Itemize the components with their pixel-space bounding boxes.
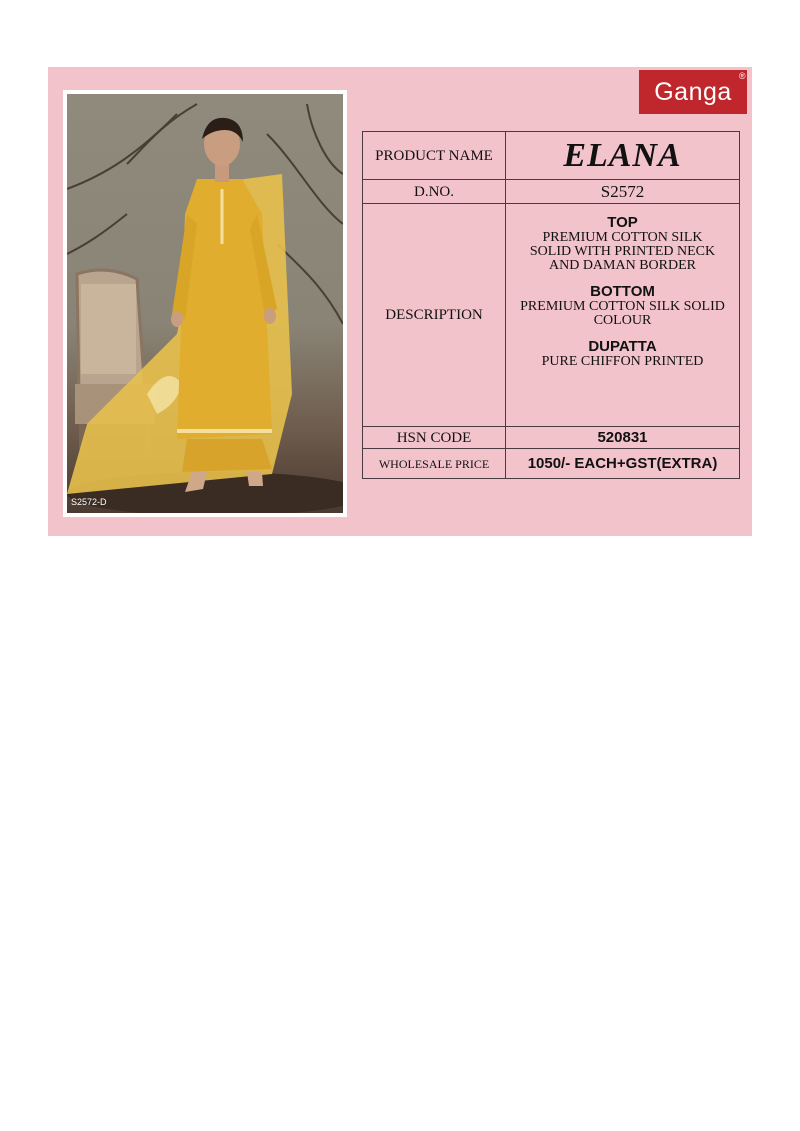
dno-value: S2572 <box>506 180 740 204</box>
desc-dupatta-text: PURE CHIFFON PRINTED <box>541 354 704 369</box>
photo-design-code: S2572-D <box>71 497 107 507</box>
model-illustration <box>67 94 343 513</box>
row-hsn <box>363 427 740 449</box>
product-name-value: ELANA <box>506 132 740 180</box>
product-photo-frame <box>63 90 347 517</box>
hsn-label: HSN CODE <box>363 427 506 449</box>
price-value: 1050/- EACH+GST(EXTRA) <box>506 449 740 479</box>
description-label: DESCRIPTION <box>363 204 506 427</box>
registered-mark: ® <box>738 71 746 81</box>
row-description <box>363 204 740 427</box>
product-spec-table <box>362 131 740 479</box>
row-price <box>363 449 740 479</box>
brand-name: Ganga <box>654 77 732 106</box>
desc-bottom-text: PREMIUM COTTON SILK SOLID COLOUR <box>520 299 725 328</box>
product-name-label: PRODUCT NAME <box>363 132 506 180</box>
description-value <box>506 204 740 427</box>
product-photo <box>67 94 343 513</box>
desc-dupatta-heading: DUPATTA <box>588 338 657 355</box>
row-dno <box>363 180 740 204</box>
dno-label: D.NO. <box>363 180 506 204</box>
brand-logo <box>639 70 747 114</box>
hsn-value: 520831 <box>506 427 740 449</box>
desc-top-heading: TOP <box>607 214 638 231</box>
price-label: WHOLESALE PRICE <box>363 449 506 479</box>
row-product-name <box>363 132 740 180</box>
desc-bottom-heading: BOTTOM <box>590 283 655 300</box>
desc-top-text: PREMIUM COTTON SILK SOLID WITH PRINTED NECK AND DAMAN BORDER <box>529 230 716 273</box>
